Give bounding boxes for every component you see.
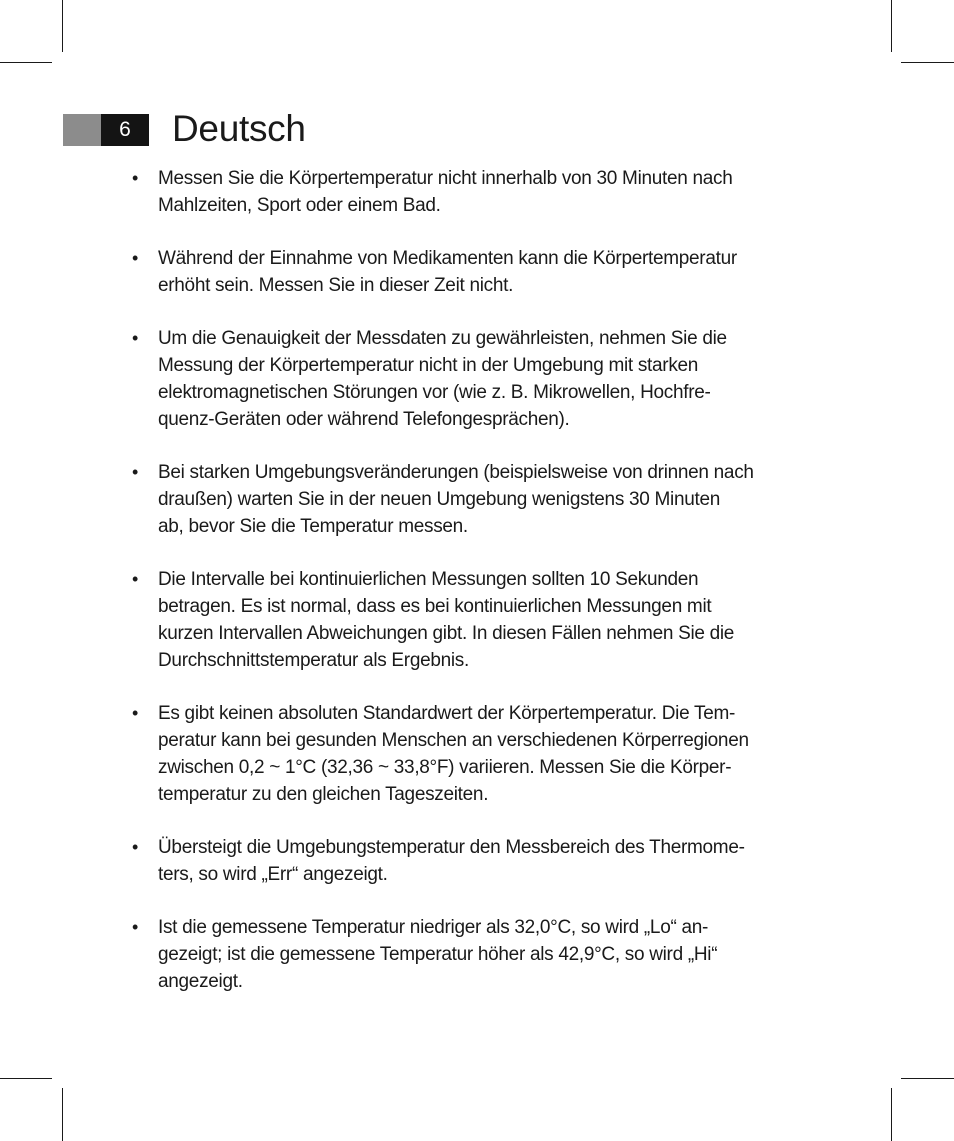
list-item [130,834,830,888]
crop-mark-bottom-right-vertical [891,1088,892,1141]
list-item-text: Während der Einnahme von Medikamenten kann die Körpertemperatur erhöht sein. Messen Sie in dieser Zeit nicht. [158,248,737,296]
list-item-text: Bei starken Umgebungsveränderungen (beispielsweise von drinnen nach draußen) warten Sie in der neuen Umgebung wenigstens 30 Minuten ab, bevor Sie die Temperatur messen. [158,462,754,537]
crop-mark-bottom-left-horizontal [0,1078,52,1079]
list-item [130,459,830,540]
list-item-text: Ist die gemessene Temperatur niedriger als 32,0°C, so wird „Lo“ an- gezeigt; ist die gemessene Temperatur höher als 42,9°C, so wird „Hi“ angezeigt. [158,917,718,992]
instruction-list [130,165,830,1021]
crop-mark-top-left-horizontal [0,62,52,63]
crop-mark-top-left-vertical [62,0,63,52]
list-item [130,325,830,433]
page-tab-gray [63,114,101,146]
list-item [130,245,830,299]
list-item-text: Es gibt keinen absoluten Standardwert der Körpertemperatur. Die Tem- peratur kann bei gesunden Menschen an verschiedenen Körperregionen zwischen 0,2 ~ 1°C (32,36 ~ 33,8°F) variieren. Messen Sie die Körper- temperatur zu den gleichen Tageszeiten. [158,703,749,805]
page-number: 6 [101,114,149,146]
page-title: Deutsch [172,108,306,149]
list-item-text: Um die Genauigkeit der Messdaten zu gewährleisten, nehmen Sie die Messung der Körpertemperatur nicht in der Umgebung mit starken elektromagnetischen Störungen vor (wie z. B. Mikrowellen, Hochfre- quenz-Geräten oder während Telefongesprächen). [158,328,727,430]
bullet-point: • [132,917,139,937]
page-header [63,105,463,153]
bullet-point: • [132,569,139,589]
list-item-text: Messen Sie die Körpertemperatur nicht innerhalb von 30 Minuten nach Mahlzeiten, Sport oder einem Bad. [158,168,733,216]
crop-mark-top-right-vertical [891,0,892,52]
crop-mark-top-right-horizontal [901,62,954,63]
bullet-point: • [132,703,139,723]
crop-mark-bottom-right-horizontal [901,1078,954,1079]
list-item [130,566,830,674]
list-item-text: Die Intervalle bei kontinuierlichen Messungen sollten 10 Sekunden betragen. Es ist normal, dass es bei kontinuierlichen Messungen mit kurzen Intervallen Abweichungen gibt. In diesen Fällen nehmen Sie die Durchschnittstemperatur als Ergebnis. [158,569,735,671]
bullet-point: • [132,168,139,188]
bullet-point: • [132,248,139,268]
bullet-point: • [132,328,139,348]
list-item [130,165,830,219]
list-item-text: Übersteigt die Umgebungstemperatur den Messbereich des Thermome- ters, so wird „Err“ angezeigt. [158,837,745,885]
bullet-point: • [132,462,139,482]
bullet-point: • [132,837,139,857]
list-item [130,914,830,995]
crop-mark-bottom-left-vertical [62,1088,63,1141]
list-item [130,700,830,808]
